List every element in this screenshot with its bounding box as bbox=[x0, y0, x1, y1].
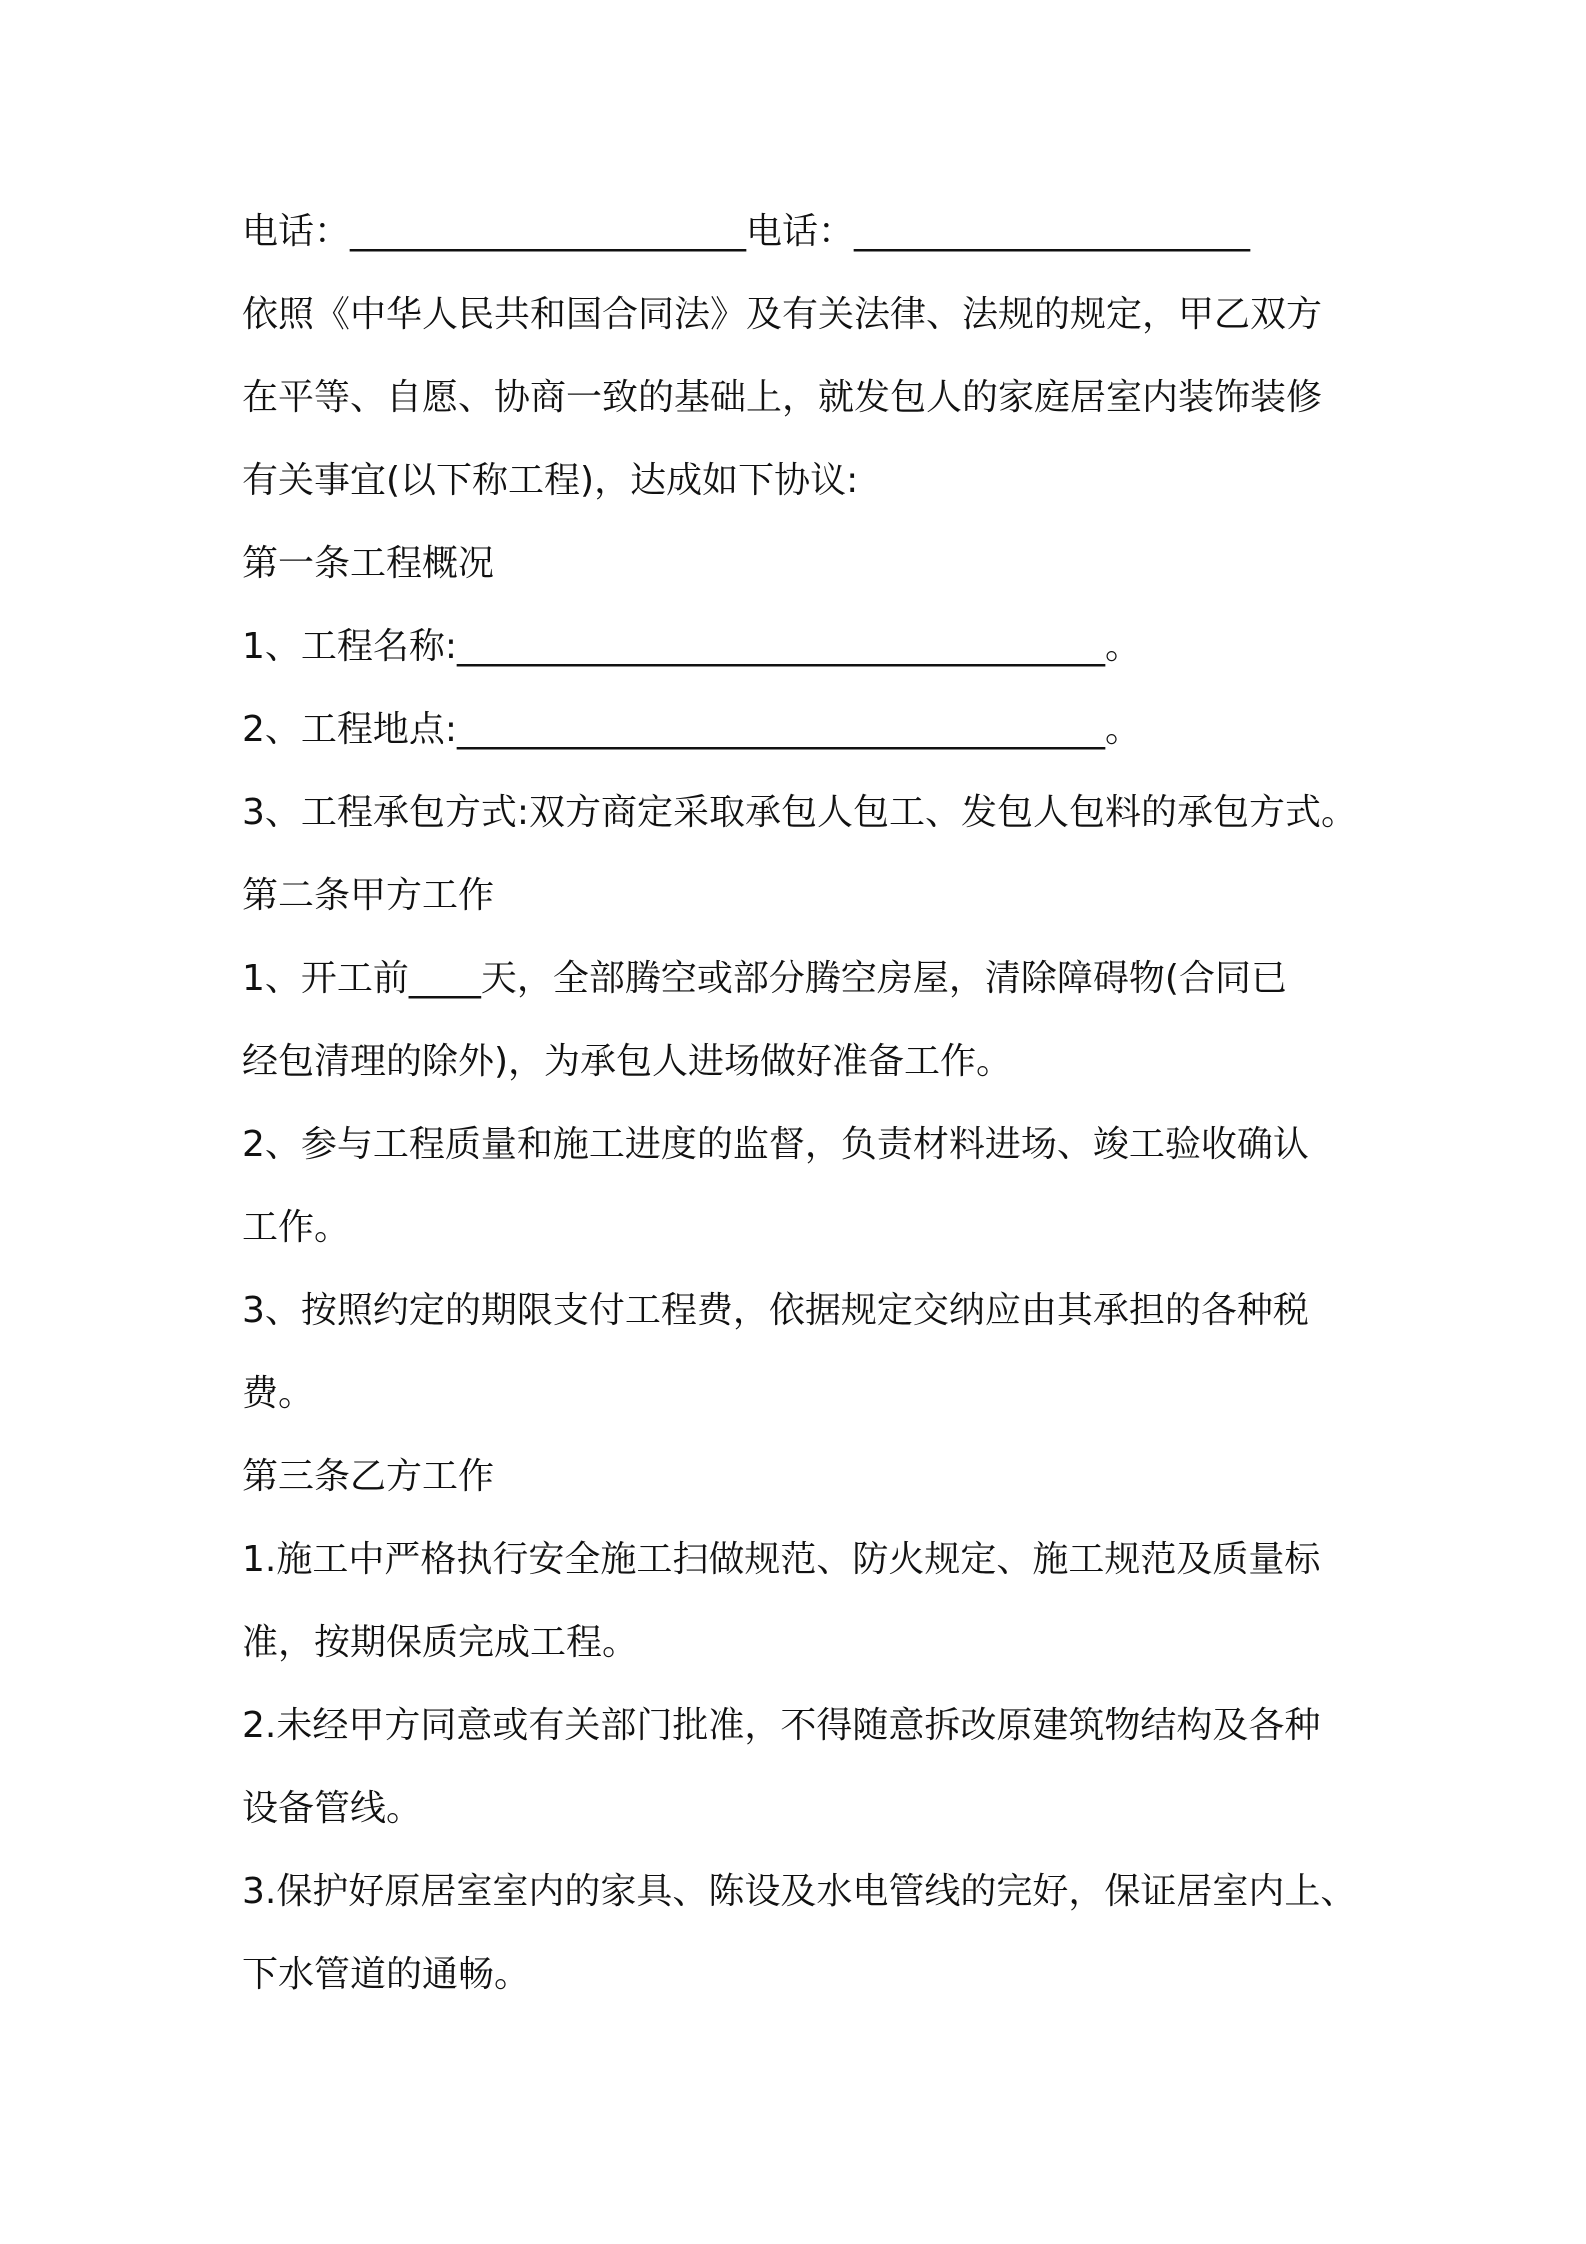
section-heading: 第二条甲方工作 bbox=[242, 875, 495, 916]
clause-line: 准，按期保质完成工程。 bbox=[242, 1622, 639, 1663]
clause-line: 3、工程承包方式:双方商定采取承包人包工、发包人包料的承包方式。 bbox=[242, 792, 1358, 833]
clause-line: 经包清理的除外)，为承包人进场做好准备工作。 bbox=[242, 1041, 1013, 1082]
clause-line: 费。 bbox=[242, 1373, 315, 1414]
phone-line: 电话：______________________电话：______________________ bbox=[242, 211, 1251, 252]
clause-line: 1、工程名称:____________________________________。 bbox=[242, 626, 1142, 667]
clause-line: 1.施工中严格执行安全施工扫做规范、防火规定、施工规范及质量标 bbox=[242, 1539, 1321, 1580]
paragraph-line: 在平等、自愿、协商一致的基础上，就发包人的家庭居室内装饰装修 bbox=[242, 377, 1323, 418]
paragraph-line: 有关事宜(以下称工程)，达成如下协议: bbox=[242, 460, 859, 501]
clause-line: 工作。 bbox=[242, 1207, 351, 1248]
section-heading: 第三条乙方工作 bbox=[242, 1456, 495, 1497]
clause-line: 下水管道的通畅。 bbox=[242, 1954, 531, 1995]
clause-line: 设备管线。 bbox=[242, 1788, 423, 1829]
clause-line: 2.未经甲方同意或有关部门批准，不得随意拆改原建筑物结构及各种 bbox=[242, 1705, 1321, 1746]
clause-line: 3.保护好原居室室内的家具、陈设及水电管线的完好，保证居室内上、 bbox=[242, 1871, 1357, 1912]
section-heading: 第一条工程概况 bbox=[242, 543, 495, 584]
paragraph-line: 依照《中华人民共和国合同法》及有关法律、法规的规定，甲乙双方 bbox=[242, 294, 1323, 335]
clause-line: 3、按照约定的期限支付工程费，依据规定交纳应由其承担的各种税 bbox=[242, 1290, 1309, 1331]
clause-line: 1、开工前____天，全部腾空或部分腾空房屋，清除障碍物(合同已 bbox=[242, 958, 1287, 999]
clause-line: 2、参与工程质量和施工进度的监督，负责材料进场、竣工验收确认 bbox=[242, 1124, 1309, 1165]
clause-line: 2、工程地点:____________________________________。 bbox=[242, 709, 1142, 750]
